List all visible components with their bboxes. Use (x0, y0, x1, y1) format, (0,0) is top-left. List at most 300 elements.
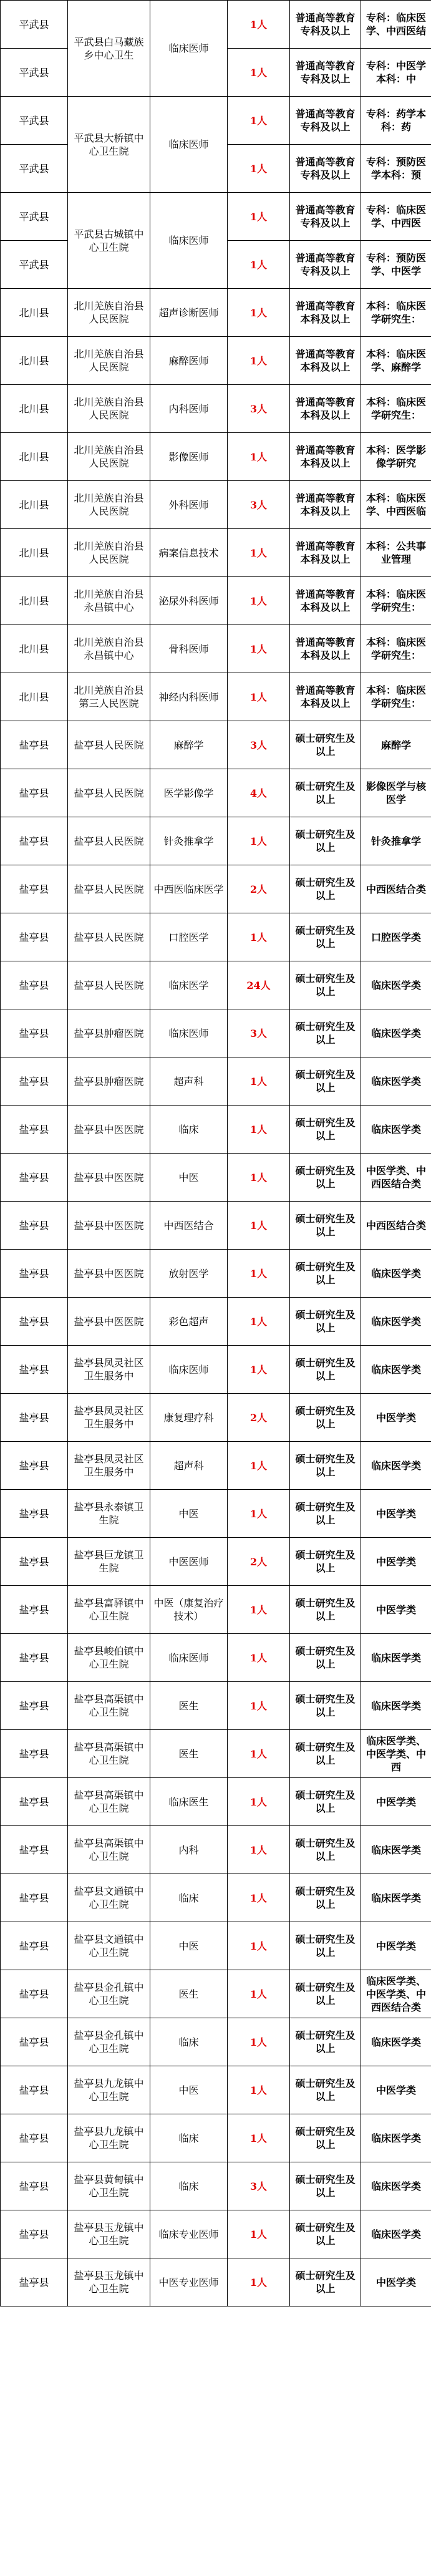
post-cell: 康复理疗科 (150, 1394, 228, 1442)
unit-cell: 北川羌族自治县永昌镇中心 (68, 625, 150, 673)
headcount-cell: 1人 (228, 1346, 290, 1394)
county-cell: 盐亭县 (1, 1106, 68, 1154)
education-cell: 硕士研究生及以上 (290, 1586, 361, 1634)
table-row (1, 1490, 431, 1538)
post-cell: 放射医学 (150, 1250, 228, 1298)
table-row (1, 1922, 431, 1970)
table-row (1, 1057, 431, 1106)
major-requirement-cell: 临床医学类 (361, 1250, 431, 1298)
major-requirement-cell: 临床医学类 (361, 1826, 431, 1874)
headcount-cell: 1人 (228, 2258, 290, 2306)
county-cell: 北川县 (1, 385, 68, 433)
headcount-cell: 1人 (228, 529, 290, 577)
county-cell: 北川县 (1, 433, 68, 481)
table-row (1, 721, 431, 769)
unit-cell: 北川羌族自治县人民医院 (68, 385, 150, 433)
major-requirement-cell: 专科：药学本科：药 (361, 97, 431, 145)
post-cell: 临床 (150, 2114, 228, 2162)
headcount-cell: 1人 (228, 1442, 290, 1490)
headcount-cell: 24人 (228, 961, 290, 1009)
post-cell: 临床医师 (150, 1, 228, 97)
education-cell: 硕士研究生及以上 (290, 2066, 361, 2114)
table-row (1, 1730, 431, 1778)
table-row (1, 2258, 431, 2306)
education-cell: 硕士研究生及以上 (290, 1057, 361, 1106)
county-cell: 盐亭县 (1, 961, 68, 1009)
major-requirement-cell: 临床医学类、中医学类、中西医结合类 (361, 1970, 431, 2018)
major-requirement-cell: 中医学类 (361, 1922, 431, 1970)
headcount-cell: 2人 (228, 865, 290, 913)
table-row (1, 1586, 431, 1634)
post-cell: 超声科 (150, 1057, 228, 1106)
headcount-cell: 2人 (228, 1538, 290, 1586)
county-cell: 盐亭县 (1, 1490, 68, 1538)
county-cell: 北川县 (1, 481, 68, 529)
county-cell: 盐亭县 (1, 1057, 68, 1106)
unit-cell: 盐亭县金孔镇中心卫生院 (68, 2018, 150, 2066)
major-requirement-cell: 临床医学类 (361, 1057, 431, 1106)
unit-cell: 平武县古城镇中心卫生院 (68, 193, 150, 289)
headcount-cell: 1人 (228, 1490, 290, 1538)
county-cell: 盐亭县 (1, 1202, 68, 1250)
headcount-cell: 1人 (228, 1730, 290, 1778)
major-requirement-cell: 中医学类 (361, 1394, 431, 1442)
unit-cell: 盐亭县中医医院 (68, 1202, 150, 1250)
table-row (1, 385, 431, 433)
education-cell: 硕士研究生及以上 (290, 1634, 361, 1682)
headcount-cell: 3人 (228, 2162, 290, 2210)
unit-cell: 盐亭县人民医院 (68, 817, 150, 865)
education-cell: 硕士研究生及以上 (290, 1730, 361, 1778)
table-row (1, 1202, 431, 1250)
county-cell: 盐亭县 (1, 1442, 68, 1490)
headcount-cell: 1人 (228, 1250, 290, 1298)
major-requirement-cell: 麻醉学 (361, 721, 431, 769)
major-requirement-cell: 本科：临床医学研究生： (361, 289, 431, 337)
county-cell: 北川县 (1, 673, 68, 721)
education-cell: 硕士研究生及以上 (290, 2162, 361, 2210)
major-requirement-cell: 口腔医学类 (361, 913, 431, 961)
county-cell: 北川县 (1, 577, 68, 625)
headcount-cell: 1人 (228, 1298, 290, 1346)
unit-cell: 盐亭县肿瘤医院 (68, 1009, 150, 1057)
education-cell: 硕士研究生及以上 (290, 1298, 361, 1346)
headcount-cell: 1人 (228, 1970, 290, 2018)
post-cell: 影像医师 (150, 433, 228, 481)
table-row (1, 1298, 431, 1346)
major-requirement-cell: 专科：临床医学、中西医 (361, 193, 431, 241)
post-cell: 内科医师 (150, 385, 228, 433)
table-row (1, 1826, 431, 1874)
post-cell: 临床 (150, 2162, 228, 2210)
post-cell: 中医 (150, 1154, 228, 1202)
table-row (1, 2114, 431, 2162)
post-cell: 中医（康复治疗技术） (150, 1586, 228, 1634)
major-requirement-cell: 本科：临床医学研究生： (361, 625, 431, 673)
post-cell: 外科医师 (150, 481, 228, 529)
county-cell: 盐亭县 (1, 1970, 68, 2018)
table-row (1, 1394, 431, 1442)
post-cell: 临床专业医师 (150, 2210, 228, 2258)
post-cell: 临床 (150, 1106, 228, 1154)
education-cell: 普通高等教育本科及以上 (290, 625, 361, 673)
table-row (1, 193, 431, 241)
unit-cell: 盐亭县凤灵社区卫生服务中 (68, 1346, 150, 1394)
major-requirement-cell: 针灸推拿学 (361, 817, 431, 865)
post-cell: 神经内科医师 (150, 673, 228, 721)
post-cell: 中西医临床医学 (150, 865, 228, 913)
major-requirement-cell: 专科：中医学本科：中 (361, 49, 431, 97)
education-cell: 硕士研究生及以上 (290, 2210, 361, 2258)
headcount-cell: 1人 (228, 97, 290, 145)
education-cell: 硕士研究生及以上 (290, 1826, 361, 1874)
headcount-cell: 1人 (228, 2066, 290, 2114)
education-cell: 硕士研究生及以上 (290, 961, 361, 1009)
post-cell: 口腔医学 (150, 913, 228, 961)
table-row (1, 673, 431, 721)
headcount-cell: 1人 (228, 337, 290, 385)
table-row (1, 913, 431, 961)
headcount-cell: 1人 (228, 1778, 290, 1826)
county-cell: 盐亭县 (1, 1826, 68, 1874)
headcount-cell: 1人 (228, 2018, 290, 2066)
table-row (1, 1106, 431, 1154)
major-requirement-cell: 本科：临床医学研究生： (361, 673, 431, 721)
education-cell: 硕士研究生及以上 (290, 817, 361, 865)
headcount-cell: 1人 (228, 1202, 290, 1250)
education-cell: 普通高等教育本科及以上 (290, 673, 361, 721)
post-cell: 临床医师 (150, 1634, 228, 1682)
county-cell: 平武县 (1, 1, 68, 49)
headcount-cell: 3人 (228, 1009, 290, 1057)
county-cell: 盐亭县 (1, 1730, 68, 1778)
headcount-cell: 1人 (228, 913, 290, 961)
major-requirement-cell: 临床医学类 (361, 1298, 431, 1346)
education-cell: 硕士研究生及以上 (290, 1009, 361, 1057)
post-cell: 超声诊断医师 (150, 289, 228, 337)
county-cell: 盐亭县 (1, 1298, 68, 1346)
unit-cell: 盐亭县中医医院 (68, 1298, 150, 1346)
unit-cell: 盐亭县人民医院 (68, 721, 150, 769)
table-row (1, 289, 431, 337)
post-cell: 临床医师 (150, 1346, 228, 1394)
post-cell: 超声科 (150, 1442, 228, 1490)
unit-cell: 盐亭县九龙镇中心卫生院 (68, 2114, 150, 2162)
county-cell: 盐亭县 (1, 1154, 68, 1202)
headcount-cell: 2人 (228, 1394, 290, 1442)
major-requirement-cell: 专科：预防医学本科：预 (361, 145, 431, 193)
county-cell: 平武县 (1, 145, 68, 193)
headcount-cell: 1人 (228, 1057, 290, 1106)
education-cell: 硕士研究生及以上 (290, 913, 361, 961)
post-cell: 中医 (150, 1490, 228, 1538)
headcount-cell: 1人 (228, 49, 290, 97)
unit-cell: 盐亭县玉龙镇中心卫生院 (68, 2210, 150, 2258)
major-requirement-cell: 专科：预防医学、中医学 (361, 241, 431, 289)
unit-cell: 盐亭县峻伯镇中心卫生院 (68, 1634, 150, 1682)
post-cell: 临床 (150, 1874, 228, 1922)
post-cell: 临床医生 (150, 1778, 228, 1826)
headcount-cell: 1人 (228, 673, 290, 721)
unit-cell: 盐亭县高渠镇中心卫生院 (68, 1682, 150, 1730)
county-cell: 盐亭县 (1, 2114, 68, 2162)
table-row (1, 1682, 431, 1730)
table-row (1, 577, 431, 625)
education-cell: 普通高等教育专科及以上 (290, 97, 361, 145)
major-requirement-cell: 中西医结合类 (361, 1202, 431, 1250)
table-row (1, 481, 431, 529)
education-cell: 硕士研究生及以上 (290, 769, 361, 817)
unit-cell: 盐亭县高渠镇中心卫生院 (68, 1778, 150, 1826)
education-cell: 普通高等教育专科及以上 (290, 145, 361, 193)
post-cell: 临床医师 (150, 97, 228, 193)
headcount-cell: 1人 (228, 1106, 290, 1154)
county-cell: 盐亭县 (1, 1538, 68, 1586)
headcount-cell: 3人 (228, 481, 290, 529)
education-cell: 硕士研究生及以上 (290, 1682, 361, 1730)
county-cell: 北川县 (1, 289, 68, 337)
post-cell: 临床 (150, 2018, 228, 2066)
table-row (1, 1874, 431, 1922)
headcount-cell: 1人 (228, 433, 290, 481)
major-requirement-cell: 本科：医学影像学研究 (361, 433, 431, 481)
table-row (1, 817, 431, 865)
county-cell: 北川县 (1, 625, 68, 673)
education-cell: 普通高等教育本科及以上 (290, 577, 361, 625)
education-cell: 硕士研究生及以上 (290, 1970, 361, 2018)
post-cell: 医学影像学 (150, 769, 228, 817)
major-requirement-cell: 本科：临床医学研究生： (361, 385, 431, 433)
post-cell: 中医医师 (150, 1538, 228, 1586)
major-requirement-cell: 临床医学类 (361, 2210, 431, 2258)
headcount-cell: 1人 (228, 145, 290, 193)
table-row (1, 1538, 431, 1586)
county-cell: 北川县 (1, 529, 68, 577)
county-cell: 盐亭县 (1, 913, 68, 961)
major-requirement-cell: 临床医学类 (361, 1442, 431, 1490)
county-cell: 盐亭县 (1, 1874, 68, 1922)
post-cell: 内科 (150, 1826, 228, 1874)
table-row (1, 1634, 431, 1682)
unit-cell: 盐亭县高渠镇中心卫生院 (68, 1730, 150, 1778)
unit-cell: 北川羌族自治县第三人民医院 (68, 673, 150, 721)
education-cell: 普通高等教育本科及以上 (290, 529, 361, 577)
county-cell: 盐亭县 (1, 1922, 68, 1970)
major-requirement-cell: 临床医学类 (361, 2018, 431, 2066)
unit-cell: 盐亭县肿瘤医院 (68, 1057, 150, 1106)
major-requirement-cell: 本科：临床医学、麻醉学 (361, 337, 431, 385)
post-cell: 彩色超声 (150, 1298, 228, 1346)
county-cell: 盐亭县 (1, 769, 68, 817)
major-requirement-cell: 临床医学类 (361, 1682, 431, 1730)
major-requirement-cell: 临床医学类 (361, 1634, 431, 1682)
unit-cell: 盐亭县中医医院 (68, 1106, 150, 1154)
post-cell: 医生 (150, 1970, 228, 2018)
table-row (1, 1346, 431, 1394)
education-cell: 普通高等教育本科及以上 (290, 385, 361, 433)
education-cell: 普通高等教育专科及以上 (290, 193, 361, 241)
table-row (1, 1778, 431, 1826)
headcount-cell: 1人 (228, 577, 290, 625)
unit-cell: 盐亭县人民医院 (68, 913, 150, 961)
unit-cell: 北川羌族自治县人民医院 (68, 289, 150, 337)
headcount-cell: 1人 (228, 193, 290, 241)
table-row (1, 1970, 431, 2018)
table-row (1, 1009, 431, 1057)
headcount-cell: 1人 (228, 1634, 290, 1682)
education-cell: 普通高等教育本科及以上 (290, 337, 361, 385)
county-cell: 盐亭县 (1, 817, 68, 865)
unit-cell: 盐亭县人民医院 (68, 769, 150, 817)
unit-cell: 盐亭县凤灵社区卫生服务中 (68, 1442, 150, 1490)
post-cell: 中医专业医师 (150, 2258, 228, 2306)
table-row (1, 2018, 431, 2066)
post-cell: 医生 (150, 1730, 228, 1778)
headcount-cell: 1人 (228, 1874, 290, 1922)
headcount-cell: 1人 (228, 1826, 290, 1874)
unit-cell: 北川羌族自治县人民医院 (68, 529, 150, 577)
post-cell: 临床医师 (150, 1009, 228, 1057)
education-cell: 硕士研究生及以上 (290, 2114, 361, 2162)
post-cell: 麻醉学 (150, 721, 228, 769)
table-row (1, 433, 431, 481)
education-cell: 硕士研究生及以上 (290, 1154, 361, 1202)
county-cell: 盐亭县 (1, 1778, 68, 1826)
major-requirement-cell: 中医学类 (361, 2258, 431, 2306)
major-requirement-cell: 临床医学类 (361, 2162, 431, 2210)
major-requirement-cell: 临床医学类 (361, 1346, 431, 1394)
county-cell: 平武县 (1, 241, 68, 289)
table-row (1, 1250, 431, 1298)
headcount-cell: 1人 (228, 289, 290, 337)
headcount-cell: 1人 (228, 1922, 290, 1970)
major-requirement-cell: 本科：临床医学、中西医临 (361, 481, 431, 529)
education-cell: 硕士研究生及以上 (290, 1538, 361, 1586)
post-cell: 临床医师 (150, 193, 228, 289)
education-cell: 硕士研究生及以上 (290, 2018, 361, 2066)
headcount-cell: 1人 (228, 1154, 290, 1202)
unit-cell: 盐亭县永泰镇卫生院 (68, 1490, 150, 1538)
post-cell: 临床医学 (150, 961, 228, 1009)
education-cell: 硕士研究生及以上 (290, 1490, 361, 1538)
recruitment-table-body (1, 1, 431, 2306)
major-requirement-cell: 临床医学类、中医学类、中西 (361, 1730, 431, 1778)
headcount-cell: 4人 (228, 769, 290, 817)
unit-cell: 盐亭县中医医院 (68, 1154, 150, 1202)
headcount-cell: 1人 (228, 817, 290, 865)
county-cell: 盐亭县 (1, 1682, 68, 1730)
major-requirement-cell: 中医学类 (361, 1586, 431, 1634)
table-row (1, 97, 431, 145)
unit-cell: 盐亭县高渠镇中心卫生院 (68, 1826, 150, 1874)
county-cell: 盐亭县 (1, 1586, 68, 1634)
education-cell: 普通高等教育专科及以上 (290, 1, 361, 49)
table-row (1, 625, 431, 673)
major-requirement-cell: 临床医学类 (361, 1874, 431, 1922)
county-cell: 盐亭县 (1, 1394, 68, 1442)
county-cell: 盐亭县 (1, 1634, 68, 1682)
headcount-cell: 1人 (228, 1682, 290, 1730)
unit-cell: 盐亭县巨龙镇卫生院 (68, 1538, 150, 1586)
major-requirement-cell: 中医学类 (361, 2066, 431, 2114)
education-cell: 硕士研究生及以上 (290, 865, 361, 913)
headcount-cell: 1人 (228, 625, 290, 673)
unit-cell: 盐亭县文通镇中心卫生院 (68, 1874, 150, 1922)
unit-cell: 盐亭县富驿镇中心卫生院 (68, 1586, 150, 1634)
post-cell: 病案信息技术 (150, 529, 228, 577)
education-cell: 硕士研究生及以上 (290, 1346, 361, 1394)
major-requirement-cell: 本科：公共事业管理 (361, 529, 431, 577)
education-cell: 硕士研究生及以上 (290, 721, 361, 769)
education-cell: 硕士研究生及以上 (290, 1250, 361, 1298)
post-cell: 骨科医师 (150, 625, 228, 673)
education-cell: 硕士研究生及以上 (290, 1778, 361, 1826)
unit-cell: 北川羌族自治县人民医院 (68, 337, 150, 385)
table-row (1, 1154, 431, 1202)
county-cell: 盐亭县 (1, 2258, 68, 2306)
unit-cell: 盐亭县人民医院 (68, 865, 150, 913)
table-row (1, 769, 431, 817)
education-cell: 普通高等教育专科及以上 (290, 241, 361, 289)
headcount-cell: 1人 (228, 2210, 290, 2258)
post-cell: 医生 (150, 1682, 228, 1730)
county-cell: 平武县 (1, 49, 68, 97)
table-row (1, 1, 431, 49)
unit-cell: 盐亭县九龙镇中心卫生院 (68, 2066, 150, 2114)
major-requirement-cell: 临床医学类 (361, 961, 431, 1009)
major-requirement-cell: 本科：临床医学研究生： (361, 577, 431, 625)
major-requirement-cell: 中医学类、中西医结合类 (361, 1154, 431, 1202)
county-cell: 盐亭县 (1, 721, 68, 769)
major-requirement-cell: 临床医学类 (361, 1009, 431, 1057)
headcount-cell: 3人 (228, 385, 290, 433)
major-requirement-cell: 专科：临床医学、中西医结 (361, 1, 431, 49)
county-cell: 平武县 (1, 193, 68, 241)
county-cell: 盐亭县 (1, 1346, 68, 1394)
table-row (1, 529, 431, 577)
unit-cell: 盐亭县中医医院 (68, 1250, 150, 1298)
table-row (1, 961, 431, 1009)
major-requirement-cell: 中西医结合类 (361, 865, 431, 913)
education-cell: 硕士研究生及以上 (290, 1922, 361, 1970)
unit-cell: 盐亭县金孔镇中心卫生院 (68, 1970, 150, 2018)
post-cell: 中医 (150, 2066, 228, 2114)
post-cell: 中医 (150, 1922, 228, 1970)
education-cell: 普通高等教育本科及以上 (290, 433, 361, 481)
table-row (1, 337, 431, 385)
major-requirement-cell: 临床医学类 (361, 1106, 431, 1154)
county-cell: 盐亭县 (1, 2018, 68, 2066)
unit-cell: 北川羌族自治县人民医院 (68, 481, 150, 529)
unit-cell: 盐亭县黄甸镇中心卫生院 (68, 2162, 150, 2210)
education-cell: 硕士研究生及以上 (290, 1442, 361, 1490)
unit-cell: 盐亭县凤灵社区卫生服务中 (68, 1394, 150, 1442)
table-row (1, 1442, 431, 1490)
table-row (1, 865, 431, 913)
county-cell: 盐亭县 (1, 2066, 68, 2114)
major-requirement-cell: 临床医学类 (361, 2114, 431, 2162)
county-cell: 北川县 (1, 337, 68, 385)
county-cell: 盐亭县 (1, 865, 68, 913)
education-cell: 硕士研究生及以上 (290, 1874, 361, 1922)
unit-cell: 盐亭县文通镇中心卫生院 (68, 1922, 150, 1970)
headcount-cell: 3人 (228, 721, 290, 769)
county-cell: 盐亭县 (1, 1250, 68, 1298)
county-cell: 盐亭县 (1, 2162, 68, 2210)
unit-cell: 北川羌族自治县人民医院 (68, 433, 150, 481)
headcount-cell: 1人 (228, 1586, 290, 1634)
county-cell: 盐亭县 (1, 1009, 68, 1057)
